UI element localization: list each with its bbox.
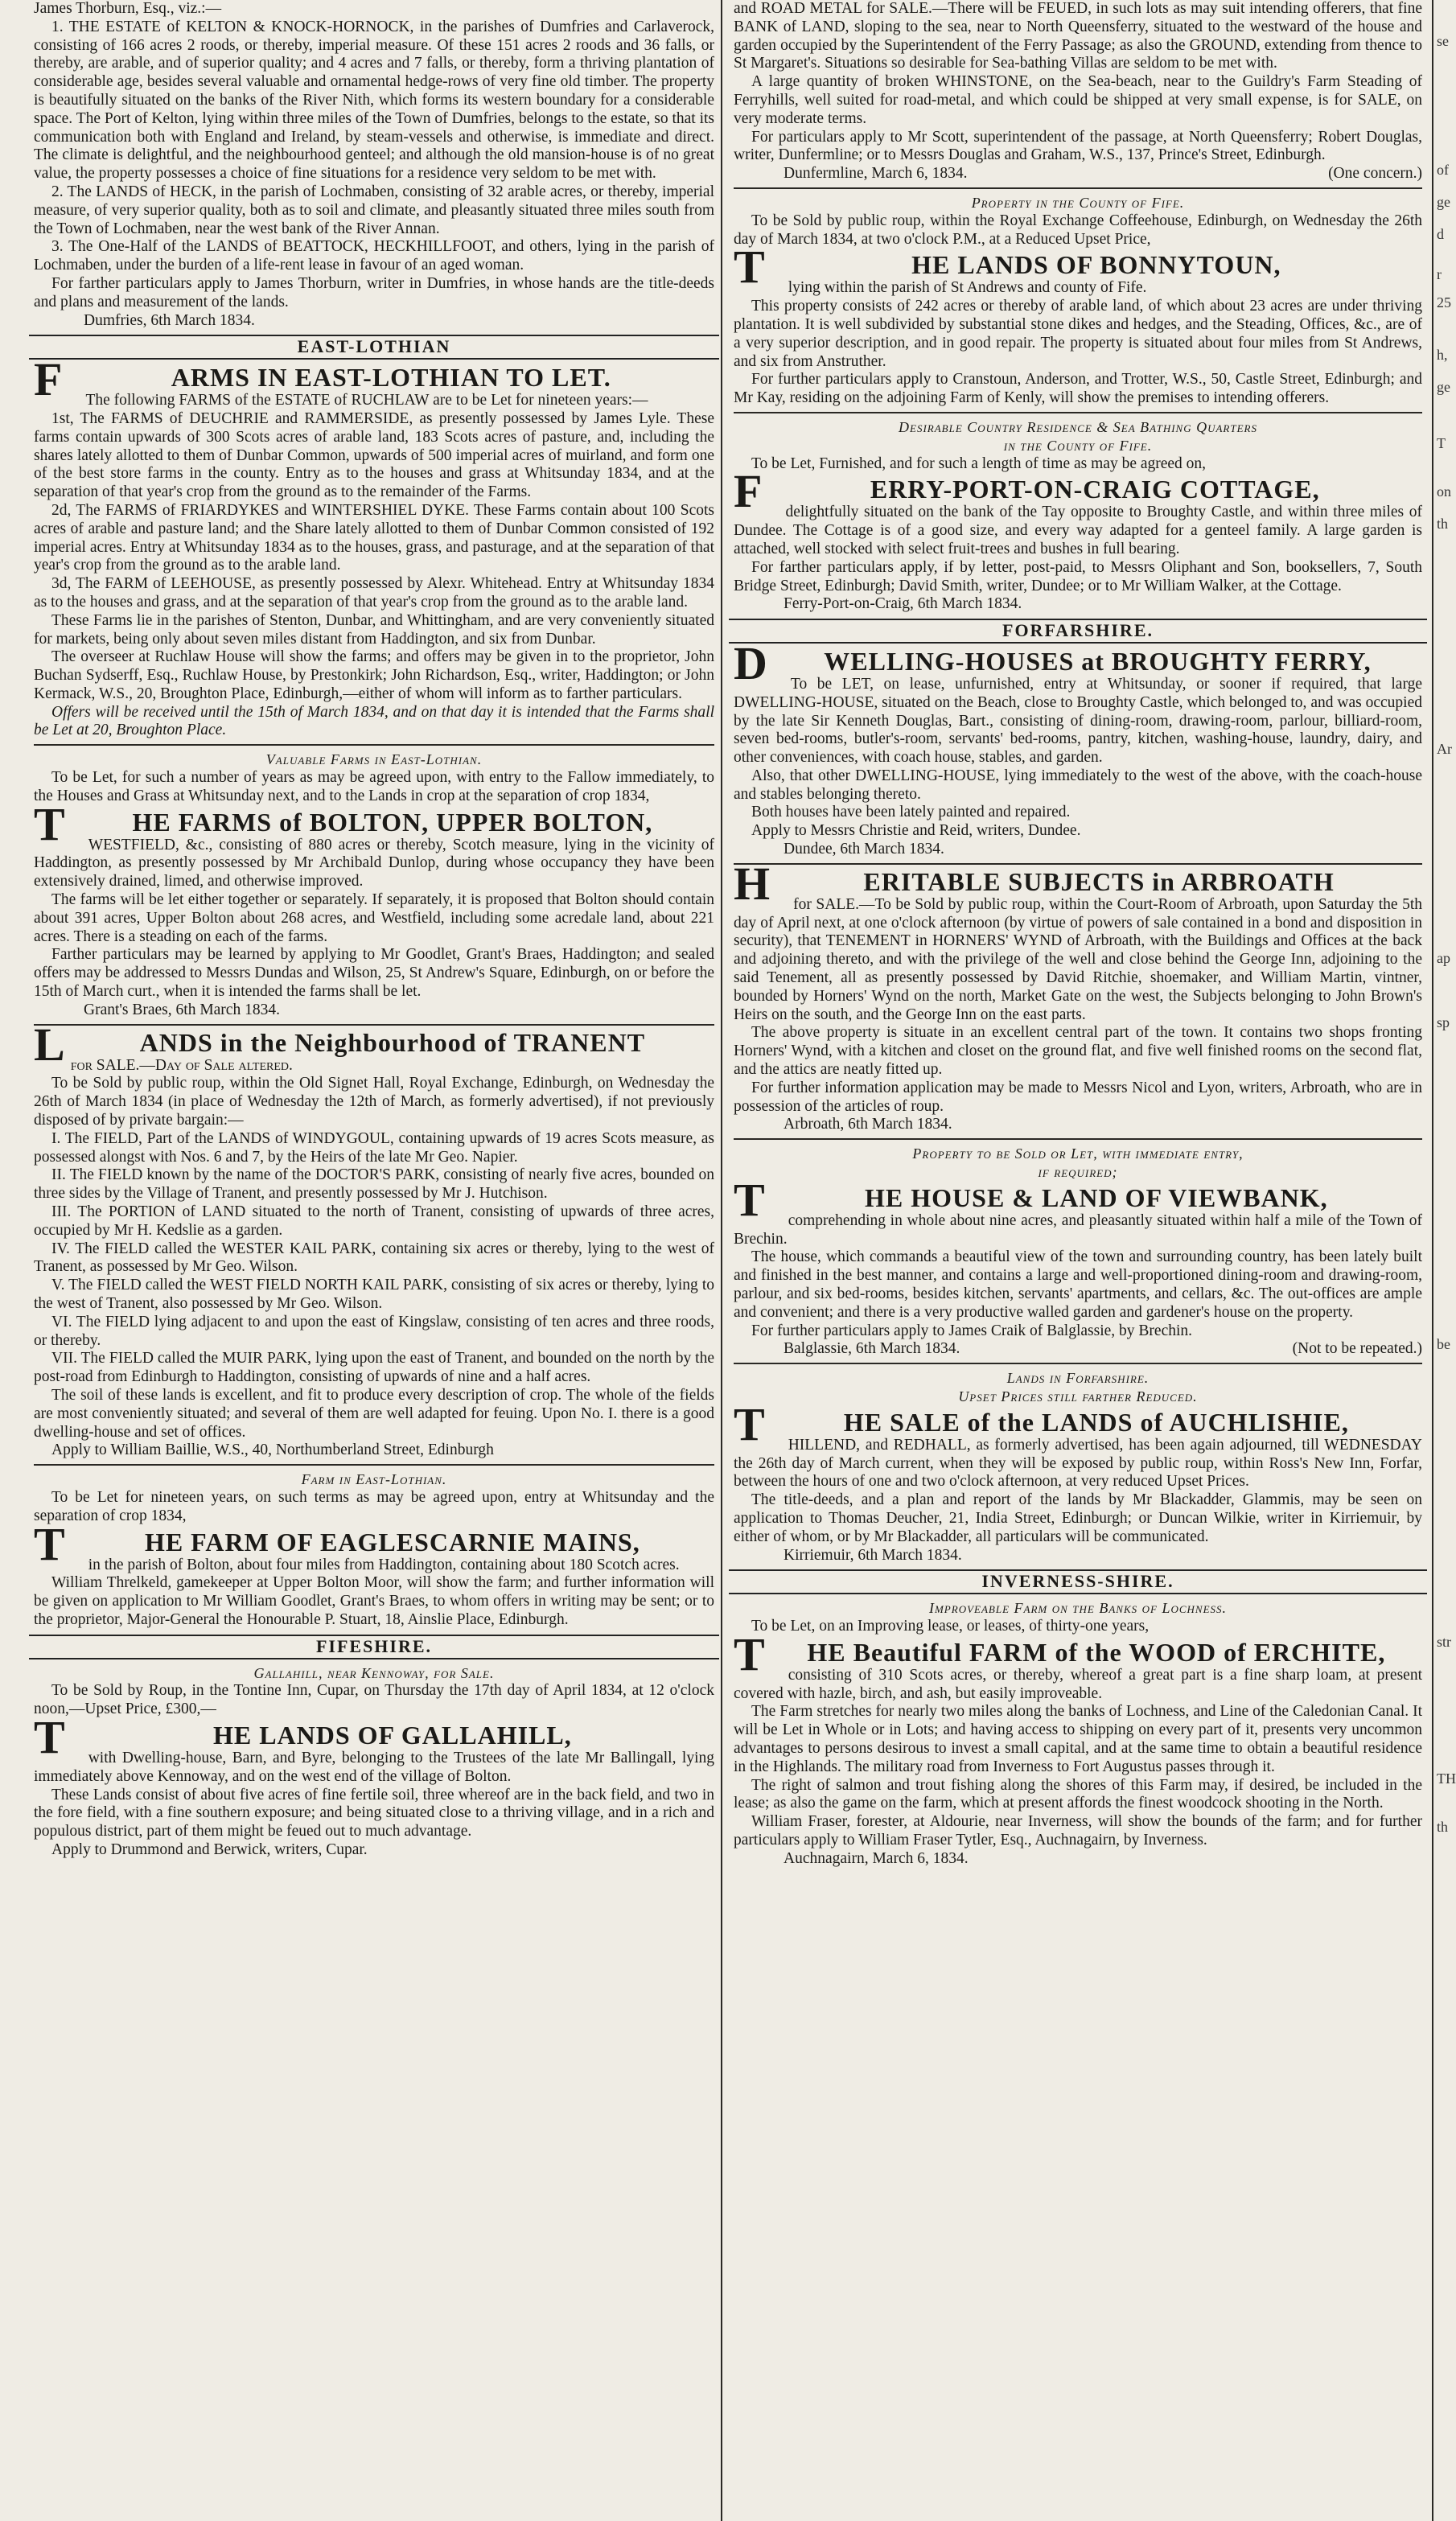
advert-text: IV. The FIELD called the WESTER KAIL PARK, containing six acres or thereby, lying to the west of Tranent, as possessed by Mr Geo. Wilson. — [34, 1240, 714, 1276]
advert-text: These Farms lie in the parishes of Stenton, Dunbar, and Whittingham, and are very conveniently situated for markets, being only about seven miles distant from Haddington, and six from Dunbar. — [34, 611, 714, 648]
advert-note: (One concern.) — [1328, 165, 1422, 183]
advert-queensferry — [734, 0, 1422, 183]
advert-text: For further particulars apply to Cranstoun, Anderson, and Trotter, W.S., 50, Castle Street, Edinburgh; and Mr Kay, residing on the adjoining Farm of Kenly, will show the premises to intending offerers. — [734, 371, 1422, 407]
edge-fragment: h, — [1437, 347, 1448, 363]
advert-text: comprehending in whole about nine acres, and pleasantly situated within half a mile of the Town of Brechin. — [734, 1211, 1422, 1248]
advert-headline: D WELLING-HOUSES at BROUGHTY FERRY, — [734, 636, 1372, 689]
advert-text: Apply to Messrs Christie and Reid, writers, Dundee. — [751, 822, 1081, 840]
advert-auchlishie — [734, 1369, 1422, 1565]
advert-erchite — [734, 1599, 1422, 1868]
advert-text: William Fraser, forester, at Aldourie, near Inverness, will show the bounds of the farm; and for further particulars apply to William Fraser Tytler, Esq., Auchnagairn, by Inverness. — [734, 1813, 1422, 1849]
advert-kelton — [34, 0, 714, 330]
advert-text: For further information application may be made to Messrs Nicol and Lyon, writers, Arbroath, who are in possession of the articles of roup. — [734, 1079, 1422, 1115]
advert-text: Farther particulars may be learned by applying to Mr Goodlet, Grant's Braes, Haddington; and sealed offers may be addressed to Messrs Dundas and Wilson, 25, St Andrew's Square, Edinburgh, on or before the 15th of March curt., when it is intended the farms shall be let. — [34, 946, 714, 1001]
advert-ruchlaw — [34, 353, 714, 740]
advert-signature: Dumfries, 6th March 1834. — [84, 311, 255, 329]
advert-text: A large quantity of broken WHINSTONE, on the Sea-beach, near to the Guildry's Farm Steading of Ferryhills, well suited for road-metal, and which could be shipped at very small expense, is for SALE, on very moderate terms. — [734, 73, 1422, 127]
advert-headline: L ANDS in the Neighbourhood of TRANENT — [34, 1018, 646, 1071]
county-heading: EAST-LOTHIAN — [29, 335, 719, 360]
advert-text: For further particulars apply to James Craik of Balglassie, by Brechin. — [751, 1322, 1193, 1339]
advert-text: The overseer at Ruchlaw House will show the farms; and offers may be given in to the proprietor, John Buchan Sydserff, Esq., Ruchlaw House, by Prestonkirk; John Richardson, Esq., writer, Haddington; or John Kermack, W.S., 20, Broughton Place, Edinburgh,—either of whom will inform as to farther particulars. — [34, 648, 714, 702]
right-column — [729, 0, 1427, 2521]
advert-text: The house, which commands a beautiful view of the town and surrounding country, has been lately built and finished in the best manner, and contains a large and well-proportioned dining-room and drawing-room, parlour, and six bed-rooms, besides kitchen, servants' apartments, and cellars, &c. The out-offices are ample and convenient; and there is a very productive walled garden and gardener's house on the property. — [734, 1248, 1422, 1321]
drop-initial: T — [34, 797, 66, 850]
advert-signature: Ferry-Port-on-Craig, 6th March 1834. — [784, 595, 1022, 613]
advert-text: Apply to Drummond and Berwick, writers, Cupar. — [51, 1840, 368, 1858]
advert-text: Offers will be received until the 15th of March 1834, and on that day it is intended that the Farms shall be Let at 20, Broughton Place. — [34, 703, 714, 739]
advert-text: 2. The LANDS of HECK, in the parish of Lochmaben, consisting of 32 arable acres, or thereby, imperial measure, of very superior quality, both as to soil and climate, and pleasantly situated three miles south from the Town of Lochmaben, near the west bank of the River Annan. — [34, 183, 714, 237]
advert-headline: T HE LANDS OF BONNYTOUN, — [734, 241, 1281, 294]
county-heading: FIFESHIRE. — [29, 1635, 719, 1659]
edge-fragment: ap — [1437, 950, 1450, 966]
column-rule — [1432, 0, 1433, 2521]
advert-text: Both houses have been lately painted and repaired. — [751, 804, 1071, 821]
advert-kicker: Gallahill, near Kennoway, for Sale. — [253, 1664, 495, 1681]
advert-divider — [734, 412, 1422, 413]
advert-headline: T HE LANDS OF GALLAHILL, — [34, 1710, 572, 1763]
advert-text: VII. The FIELD called the MUIR PARK, lying upon the east of Tranent, and bounded on the north by the post-road from Edinburgh to Haddington, consisting of upwards of nine and a half acres. — [34, 1350, 714, 1386]
edge-fragment: se — [1437, 33, 1449, 49]
advert-text: Apply to William Baillie, W.S., 40, Northumberland Street, Edinburgh — [51, 1441, 494, 1459]
drop-initial: F — [34, 353, 64, 406]
advert-text: II. The FIELD known by the name of the DOCTOR'S PARK, consisting of nearly five acres, bounded on three sides by the Village of Tranent, and presently possessed by Mr J. Hutchison. — [34, 1166, 714, 1203]
advert-signature: Balglassie, 6th March 1834. (Not to be repeated.) — [784, 1340, 1422, 1358]
advert-text: V. The FIELD called the WEST FIELD NORTH KAIL PARK, consisting of six acres or thereby, lying to the west of Tranent, also possessed by Mr Geo. Wilson. — [34, 1277, 714, 1312]
advert-kicker: Improveable Farm on the Banks of Lochness. — [928, 1600, 1228, 1617]
advert-tranent — [34, 1018, 714, 1461]
advert-eaglescarnie — [34, 1470, 714, 1630]
advert-text: The soil of these lands is excellent, and fit to produce every description of crop. The whole of the fields are most conveniently situated; and several of them are well adapted for feuing. Upon No. I. there is a good dwelling-house and set of offices. — [34, 1386, 714, 1441]
advert-text: To be Sold by Roup, in the Tontine Inn, Cupar, on Thursday the 17th day of April 1834, at 12 o'clock noon,—Upset Price, £300,— — [34, 1682, 714, 1718]
advert-headline: H ERITABLE SUBJECTS in ARBROATH — [734, 857, 1335, 910]
advert-text: To be Sold by public roup, within the Old Signet Hall, Royal Exchange, Edinburgh, on Wednesday the 26th of March 1834 (in place of Wednesday the 12th of March, as formerly advertised), if not previously disposed of by private bargain:— — [34, 1075, 714, 1129]
edge-fragment: on — [1437, 483, 1451, 500]
advert-text: To be Let, Furnished, and for such a length of time as may be agreed on, — [751, 454, 1207, 472]
advert-text: 3d, The FARM of LEEHOUSE, as presently possessed by Alexr. Whitehead. Entry at Whitsunday 1834 as to the houses and grass, and at the separation of that year's crop from the ground as to the arable land. — [34, 575, 714, 611]
advert-kicker: if required; — [1038, 1164, 1118, 1181]
advert-divider — [734, 1138, 1422, 1140]
advert-headline: T HE HOUSE & LAND OF VIEWBANK, — [734, 1173, 1328, 1226]
advert-text: To be LET, on lease, unfurnished, entry at Whitsunday, or sooner if required, that large DWELLING-HOUSE, situated on the Beach, close to Broughty Castle, which belonged to, and was occupied by the late Sir Kenneth Douglas, Bart., consisting of dining-room, drawing-room, parlour, billiard-room, seven bed-rooms, butler's-room, servants' bed-rooms, pantry, kitchen, washing-house, laundry, dairy, and other conveniences, with coach house, stables, and garden. — [734, 675, 1422, 767]
advert-bolton — [34, 751, 714, 1019]
advert-text: To be Let, on an Improving lease, or leases, of thirty-one years, — [751, 1617, 1150, 1635]
edge-fragment: ge — [1437, 194, 1450, 210]
advert-bonnytoun — [734, 194, 1422, 408]
advert-text: To be Sold by public roup, within the Royal Exchange Coffeehouse, Edinburgh, on Wednesday the 26th day of March 1834, at two o'clock P.M., at a Reduced Upset Price, — [734, 212, 1422, 248]
advert-text: 1st, The FARMS of DEUCHRIE and RAMMERSIDE, as presently possessed by James Lyle. These farms contain upwards of 300 Scots acres of arable land, 183 Scots acres of pasture, and, including the shares lately allotted to them of Dunbar Common, upwards of 500 imperial acres of muirland, and form one of the best store farms in the county. Entry as to the houses and grass at Whitsunday 1834, and at the separation of that year's crop from the ground as to the remainder of the Farms. — [34, 409, 714, 501]
advert-text: These Lands consist of about five acres of fine fertile soil, three whereof are in the back field, and two in the fore field, with a fine southern exposure; and being situated close to a thriving village, and in a rich and populous district, part of them might be feued out to much advantage. — [34, 1786, 714, 1840]
advert-divider — [734, 187, 1422, 189]
advert-signature: Grant's Braes, 6th March 1834. — [84, 1001, 280, 1018]
drop-initial: T — [34, 1517, 66, 1570]
advert-divider — [34, 1024, 714, 1026]
advert-signature: Kirriemuir, 6th March 1834. — [784, 1546, 962, 1564]
advert-kicker: Farm in East-Lothian. — [301, 1471, 447, 1488]
edge-fragment: TH — [1437, 1770, 1456, 1787]
county-heading: FORFARSHIRE. — [729, 619, 1427, 644]
drop-initial: H — [734, 857, 771, 910]
drop-initial: L — [34, 1018, 66, 1071]
edge-fragment: sp — [1437, 1014, 1450, 1030]
drop-initial: T — [34, 1710, 66, 1763]
drop-initial: T — [734, 241, 766, 294]
advert-divider — [34, 744, 714, 746]
advert-text: For farther particulars apply, if by letter, post-paid, to Messrs Oliphant and Son, booksellers, 7, South Bridge Street, Edinburgh; David Smith, writer, Dundee; or to Mr William Walker, at the Cottage. — [734, 558, 1422, 594]
advert-text: and ROAD METAL for SALE.—There will be FEUED, in such lots as may suit intending offerers, that fine BANK of LAND, sloping to the sea, near to North Queensferry, situated to the westward of the house and garden occupied by the Superintendent of the Ferry Passage; as also the GROUND, extending from thence to St Margaret's. Situations so desirable for Sea-bathing Villas are seldom to be met with. — [734, 0, 1422, 72]
advert-gallahill — [34, 1664, 714, 1860]
advert-kicker: in the County of Fife. — [1003, 437, 1153, 454]
advert-text: The above property is situate in an excellent central part of the town. It contains two shops fronting Horners' Wynd, with a kitchen and closet on the ground flat, and five well finished rooms on the second flat, and the attics are neatly fitted up. — [734, 1024, 1422, 1079]
advert-divider — [34, 1464, 714, 1466]
advert-text: For particulars apply to Mr Scott, superintendent of the passage, at North Queensferry; Robert Douglas, writer, Dunfermline; or to Messrs Douglas and Graham, W.S., 137, Prince's Street, Edinburgh. — [734, 128, 1422, 164]
advert-text: III. The PORTION of LAND situated to the north of Tranent, consisting of upwards of three acres, occupied by Mr H. Kedslie as a garden. — [34, 1203, 714, 1239]
advert-kicker: Property to be Sold or Let, with immediate entry, — [912, 1145, 1244, 1162]
advert-text: in the parish of Bolton, about four miles from Haddington, containing about 180 Scotch acres. — [88, 1556, 680, 1573]
advert-text: consisting of 310 Scots acres, or thereby, whereof a great part is a fine sharp loam, at present covered with hazle, birch, and ash, but easily improveable. — [734, 1666, 1422, 1702]
advert-arbroath — [734, 857, 1422, 1134]
advert-kicker: Upset Prices still farther Reduced. — [958, 1388, 1198, 1404]
advert-text: WESTFIELD, &c., consisting of 880 acres or thereby, Scotch measure, lying in the vicinity of Haddington, as presently possessed by Mr Archibald Dunlop, during whose occupancy they have been extensively drained, limed, and otherwise improved. — [34, 836, 714, 890]
advert-text: HILLEND, and REDHALL, as formerly advertised, has been again adjourned, till WEDNESDAY the 26th day of March current, when they will be exposed by public roup, within Ross's New Inn, Forfar, between the hours of one and two o'clock afternoon, at very reduced Upset Prices. — [734, 1436, 1422, 1491]
edge-fragment: Ar — [1437, 741, 1452, 757]
advert-note: (Not to be repeated.) — [1292, 1340, 1422, 1358]
advert-text: The right of salmon and trout fishing along the shores of this Farm may, if desired, be included in the lease; as also the game on the farm, which at present affords the finest woodcock shooting in the North. — [734, 1776, 1422, 1812]
edge-fragment: ge — [1437, 379, 1450, 395]
advert-ferryport — [734, 418, 1422, 614]
advert-text: with Dwelling-house, Barn, and Byre, belonging to the Trustees of the late Mr Ballingall, lying immediately above Kennoway, and on the west end of the village of Bolton. — [34, 1749, 714, 1785]
advert-text: I. The FIELD, Part of the LANDS of WINDYGOUL, containing upwards of 19 acres Scots measure, as possessed alongst with Nos. 6 and 7, by the Heirs of the late Mr Geo. Napier. — [34, 1129, 714, 1166]
advert-text: To be Let for nineteen years, on such terms as may be agreed upon, entry at Whitsunday and the separation of crop 1834, — [34, 1488, 714, 1524]
county-heading: INVERNESS-SHIRE. — [729, 1569, 1427, 1594]
edge-fragment: th — [1437, 516, 1449, 532]
advert-kicker: Valuable Farms in East-Lothian. — [265, 751, 483, 768]
advert-viewbank — [734, 1145, 1422, 1359]
advert-text: for SALE.—Day of Sale altered. — [70, 1056, 293, 1074]
advert-text: The Farm stretches for nearly two miles along the banks of Lochness, and Line of the Caledonian Canal. It will be Let in Whole or in Lots; and having access to shipping on every part of it, presents very uncommon advantages to persons desirous to invest a small capital, and at the same time to obtain a beautiful residence in the Highlands. The military road from Inverness to Fort Augustus passes through it. — [734, 1703, 1422, 1775]
edge-fragment: be — [1437, 1336, 1450, 1352]
drop-initial: D — [734, 636, 768, 689]
advert-text: The farms will be let either together or separately. If separately, it is proposed that Bolton should contain about 391 acres, Upper Bolton about 268 acres, and Westfield, including some acredale land, about 221 acres. There is a steading on each of the farms. — [34, 891, 714, 945]
edge-fragment: 25 — [1437, 294, 1451, 310]
drop-initial: F — [734, 465, 763, 518]
edge-fragment: of — [1437, 162, 1449, 178]
column-rule — [721, 0, 722, 2521]
advert-text: VI. The FIELD lying adjacent to and upon the east of Kingslaw, consisting of ten acres and three roods, or thereby. — [34, 1313, 714, 1349]
advert-text: The following FARMS of the ESTATE of RUCHLAW are to be Let for nineteen years:— — [85, 392, 648, 409]
advert-headline: T HE SALE of the LANDS of AUCHLISHIE, — [734, 1397, 1349, 1450]
advert-signature: Dundee, 6th March 1834. — [784, 841, 944, 858]
advert-broughty — [734, 636, 1422, 859]
advert-headline: T HE FARM OF EAGLESCARNIE MAINS, — [34, 1517, 640, 1570]
advert-text: Also, that other DWELLING-HOUSE, lying immediately to the west of the above, with the coach-house and stables belonging thereto. — [734, 767, 1422, 803]
advert-headline: T HE FARMS of BOLTON, UPPER BOLTON, — [34, 797, 653, 850]
advert-text: lying within the parish of St Andrews and county of Fife. — [788, 279, 1147, 297]
advert-text: delightfully situated on the bank of the Tay opposite to Broughty Castle, and within three miles of Dundee. The Cottage is of a good size, and every way adapted for a genteel family. A large garden is attached, well stocked with select fruit-trees and bushes in full bearing. — [734, 504, 1422, 557]
advert-text: The title-deeds, and a plan and report of the lands by Mr Blackadder, Glammis, may be seen on application to Thomas Deucher, 21, India Street, Edinburgh; or Duncan Wilkie, writer in Kirriemuir, by either of whom, or by Mr Blackadder, all particulars will be communicated. — [734, 1491, 1422, 1545]
advert-signature: Arbroath, 6th March 1834. — [784, 1116, 952, 1133]
advert-text: To be Let, for such a number of years as may be agreed upon, with entry to the Fallow immediately, to the Houses and Grass at Whitsunday next, and to the Lands in crop at the separation of crop 1834, — [34, 769, 714, 804]
edge-fragment: T — [1437, 435, 1446, 451]
advert-text: 2d, The FARMS of FRIARDYKES and WINTERSHIEL DYKE. These Farms contain about 100 Scots acres of arable and pasture land; and the Share lately allotted to them of Dunbar Common consisted of 192 imperial acres. Entry at Whitsunday 1834 as to the houses, grass, and pasturage, and at the separation of that year's crop from the ground as to the arable land. — [34, 501, 714, 574]
advert-text: William Threlkeld, gamekeeper at Upper Bolton Moor, will show the farm; and further information will be given on application to Mr William Goodlet, Grant's Braes, to whom offers in writing may be sent; or to the proprietor, Major-General the Honourable P. Stuart, 18, Ainslie Place, Edinburgh. — [34, 1574, 714, 1628]
advert-headline: F ARMS IN EAST-LOTHIAN TO LET. — [34, 353, 611, 406]
advert-text: James Thorburn, Esq., viz.:— — [34, 0, 222, 17]
edge-fragment: th — [1437, 1819, 1449, 1835]
edge-fragment: r — [1437, 266, 1442, 282]
advert-signature: Dunfermline, March 6, 1834. (One concern.) — [784, 165, 1422, 183]
drop-initial: T — [734, 1173, 766, 1226]
left-column — [29, 0, 719, 2521]
advert-signature: Auchnagairn, March 6, 1834. — [784, 1849, 969, 1867]
advert-divider — [734, 863, 1422, 865]
advert-kicker: Lands in Forfarshire. — [1006, 1370, 1150, 1387]
advert-kicker: Desirable Country Residence & Sea Bathing Quarters — [899, 418, 1257, 435]
advert-headline: F ERRY-PORT-ON-CRAIG COTTAGE, — [734, 465, 1320, 518]
edge-fragment: str — [1437, 1634, 1451, 1650]
advert-text: 3. The One-Half of the LANDS of BEATTOCK, HECKHILLFOOT, and others, lying in the parish of Lochmaben, under the burden of a life-rent lease in favour of an aged woman. — [34, 238, 714, 274]
next-column-fragment — [1435, 0, 1456, 2521]
advert-text: For farther particulars apply to James Thorburn, writer in Dumfries, in whose hands are the title-deeds and plans and measurement of the lands. — [34, 274, 714, 310]
advert-kicker: Property in the County of Fife. — [971, 194, 1185, 211]
edge-fragment: d — [1437, 226, 1444, 242]
advert-text: 1. THE ESTATE of KELTON & KNOCK-HORNOCK, in the parishes of Dumfries and Carlaverock, consisting of 166 acres 2 roods, or thereby, imperial measure. Of these 151 acres 2 roods and 36 falls, or thereby, are arable, and of superior quality; and 4 acres and 7 falls, or thereby, form a thriving plantation of considerable age, besides several valuable and ornamental hedge-rows of very fine old timber. The property is beautifully situated on the banks of the River Nith, which forms its western boundary for a considerable space. The Port of Kelton, lying within three miles of the Town of Dumfries, belongs to the estate, so that its communication both with England and Ireland, by steam-vessels and otherwise, is immediate and direct. The climate is delightful, and the neighbourhood genteel; and although the old mansion-house is of no great value, the property possesses a choice of fine situations for a residence very seldom to be met with. — [34, 18, 715, 183]
advert-text: for SALE.—To be Sold by public roup, within the Court-Room of Arbroath, upon Saturday the 5th day of April next, at one o'clock afternoon (by virtue of powers of sale contained in a bond and disposition in security), that TENEMENT in HORNERS' WYND of Arbroath, with the Buildings and Offices at the back and adjoining thereto, and with the privilege of the well and close behind the George Inn, adjoining to the said Tenement, all as presently possessed by David Ritchie, shoemaker, and William Martin, vintner, bounded by Horners' Wynd on the north, Market Gate on the west, the Subjects belonging to John Brown's Heirs on the south, and the George Inn on the east parts. — [734, 895, 1422, 1023]
advert-headline: T HE Beautiful FARM of the WOOD of ERCHITE, — [734, 1627, 1386, 1680]
drop-initial: T — [734, 1397, 766, 1450]
drop-initial: T — [734, 1627, 766, 1680]
advert-text: This property consists of 242 acres or thereby of arable land, of which about 23 acres are under thriving plantation. It is well subdivided by substantial stone dikes and hedges, and the Steading, Offices, &c., are of a very superior description, and in good repair. The property is situated about four miles from St Andrews, and six from Anstruther. — [734, 298, 1422, 370]
advert-divider — [734, 1363, 1422, 1364]
